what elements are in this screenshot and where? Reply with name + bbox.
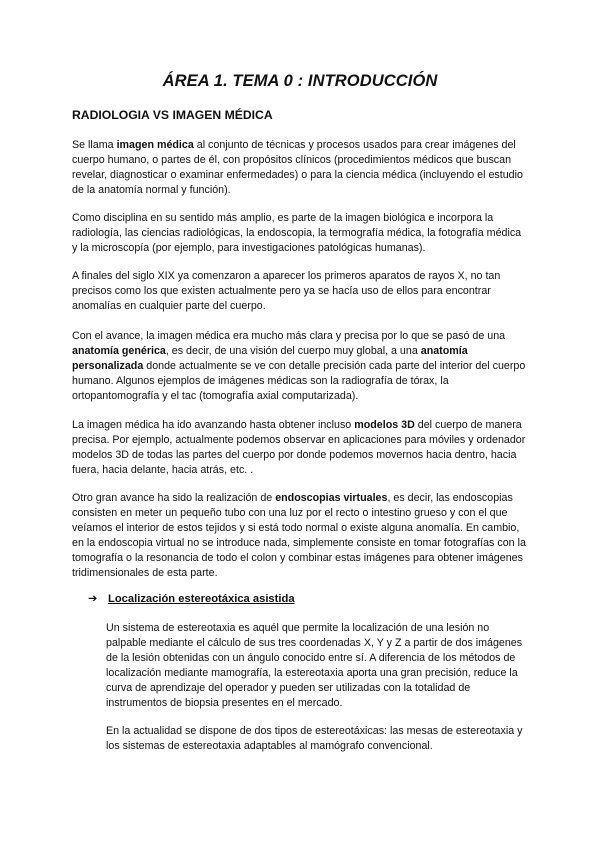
paragraph-tipos-estereotaxicas: En la actualidad se dispone de dos tipos de estereotáxicas: las mesas de estereotaxia y los sistemas de estereotaxia adaptables al mamógrafo convencional. <box>106 725 523 752</box>
paragraph-disciplina: Como disciplina en su sentido más amplio, es parte de la imagen biológica e incorpora la radiología, las ciencias radiológicas, la endoscopia, la termografía médica, la fotografía médica y la microscopía (por ejemplo, para investigaciones patológicas humanas). <box>72 212 522 254</box>
bullet-heading <box>88 592 295 605</box>
bullet-title: Localización estereotáxica asistida <box>108 593 295 605</box>
section-heading: RADIOLOGIA VS IMAGEN MÉDICA <box>72 108 273 122</box>
paragraph-imagen-medica: Se llama imagen médica al conjunto de técnicas y procesos usados para crear imágenes del cuerpo humano, o partes de él, con propósitos clínicos (procedimientos médicos que buscan revelar, diagnosticar o examinar enfermedades) o para la ciencia médica (incluyendo el estudio de la anatomía normal y función). <box>72 139 523 196</box>
paragraph-avance-anatomia: Con el avance, la imagen médica era mucho más clara y precisa por lo que se pasó de una anatomía genérica, es decir, de una visión del cuerpo muy global, a una anatomía personalizada donde actualmente se ve con detalle precisión cada parte del interior del cuerpo humano. Algunos ejemplos de imágenes médicas son la radiografía de tórax, la ortopantomografía y el tac (tomografía axial computarizada). <box>72 330 526 402</box>
arrow-right-icon: ➔ <box>88 593 98 605</box>
paragraph-modelos-3d: La imagen médica ha ido avanzando hasta obtener incluso modelos 3D del cuerpo de manera precisa. Por ejemplo, actualmente podemos observar en aplicaciones para móviles y ordenador modelos 3D de todas las partes del cuerpo por donde podemos movernos hacia dentro, hacia fuera, hacia delante, hacia atrás, etc. . <box>72 419 526 476</box>
paragraph-estereotaxia: Un sistema de estereotaxia es aquél que permite la localización de una lesión no palpable mediante el cálculo de sus tres coordenadas X, Y y Z a partir de dos imágenes de la lesión obtenidas con un ángulo conocido entre sí. A diferencia de los métodos de localización mediante mamografía, la estereotaxia aporta una gran precisión, reduce la curva de aprendizaje del operador y pueden ser utilizadas con la totalidad de instrumentos de biopsia presentes en el mercado. <box>106 622 523 709</box>
paragraph-endoscopias: Otro gran avance ha sido la realización de endoscopias virtuales, es decir, las endoscopias consisten en meter un pequeño tubo con una luz por el recto o intestino grueso y con el que veíamos el interior de estos tejidos y si está todo normal o existe alguna anomalía. En cambio, en la endoscopia virtual no se introduce nada, simplemente consiste en tomar fotografías con la tomografía o la resonancia de todo el colon y combinar estas imágenes para obtener imágenes tridimensionales de esta parte. <box>72 492 526 579</box>
page-title: ÁREA 1. TEMA 0 : INTRODUCCIÓN <box>162 72 438 90</box>
paragraph-rayos-x: A finales del siglo XIX ya comenzaron a aparecer los primeros aparatos de rayos X, no tan precisos como los que existen actualmente pero ya se hacía uso de ellos para encontrar anomalías en cualquier parte del cuerpo. <box>72 270 501 312</box>
